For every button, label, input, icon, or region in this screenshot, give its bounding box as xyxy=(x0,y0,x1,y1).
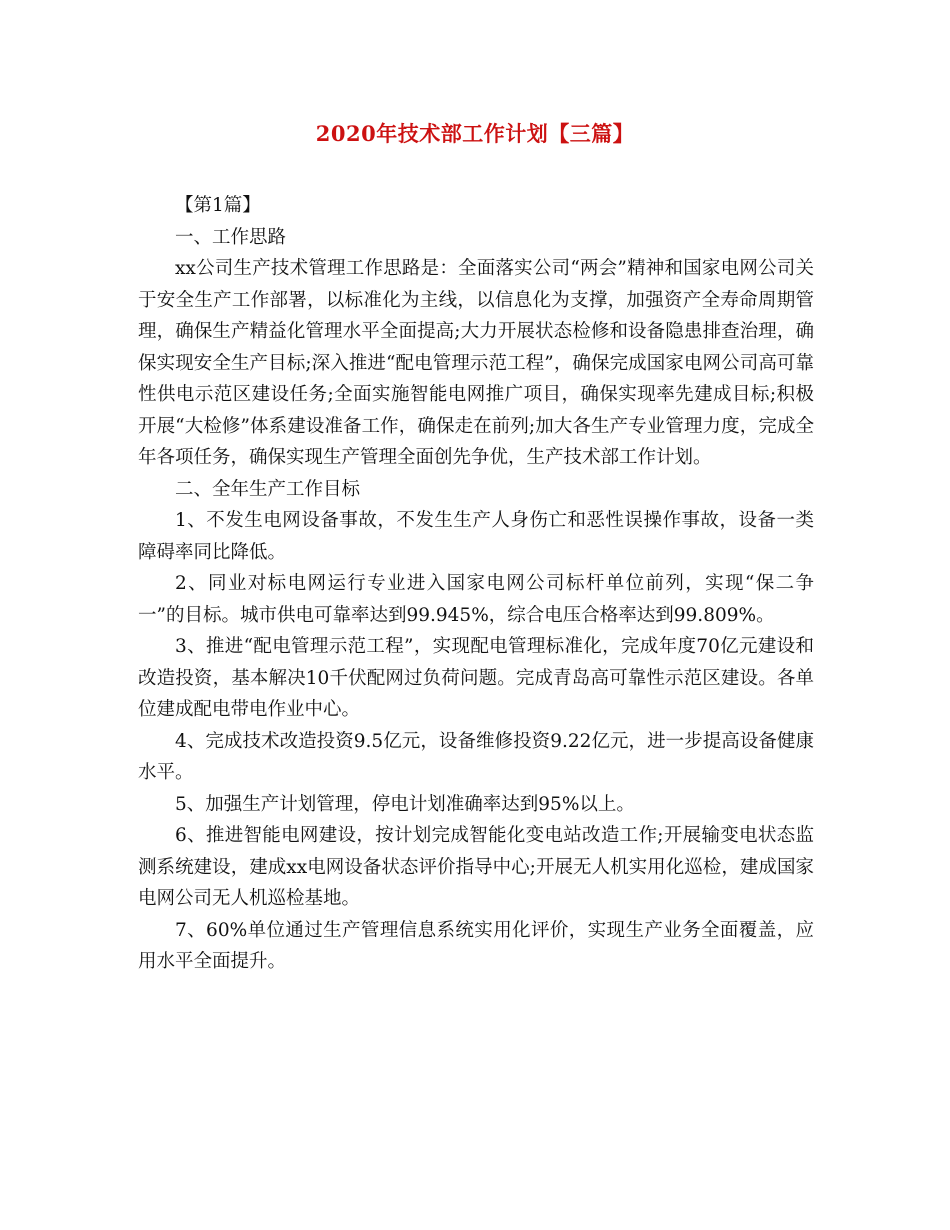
goal-item-3: 3、推进“配电管理示范工程”，实现配电管理标准化，完成年度70亿元建设和改造投资，基本解决10千伏配网过负荷问题。完成青岛高可靠性示范区建设。各单位建成配电带电作业中心。 xyxy=(138,636,814,720)
goal-item-5: 5、加强生产计划管理，停电计划准确率达到95%以上。 xyxy=(175,793,635,815)
document-body xyxy=(138,190,814,978)
section-heading-part-1: 【第1篇】 xyxy=(175,195,261,216)
section-heading-annual-goals: 二、全年生产工作目标 xyxy=(175,478,361,500)
paragraph-work-ideas: xx公司生产技术管理工作思路是：全面落实公司“两会”精神和国家电网公司关于安全生产工作部署，以标准化为主线，以信息化为支撑，加强资产全寿命周期管理，确保生产精益化管理水平全面提高;大力开展状态检修和设备隐患排查治理，确保实现安全生产目标;深入推进“配电管理示范工程”，确保完成国家电网公司高可靠性供电示范区建设任务;全面实施智能电网推广项目，确保实现率先建成目标;积极开展“大检修”体系建设准备工作，确保走在前列;加大各生产专业管理力度，完成全年各项任务，确保实现生产管理全面创先争优，生产技术部工作计划。 xyxy=(138,258,814,468)
goal-item-7: 7、60%单位通过生产管理信息系统实用化评价，实现生产业务全面覆盖，应用水平全面提升。 xyxy=(138,919,814,972)
goal-item-6: 6、推进智能电网建设，按计划完成智能化变电站改造工作;开展输变电状态监测系统建设，建成xx电网设备状态评价指导中心;开展无人机实用化巡检，建成国家电网公司无人机巡检基地。 xyxy=(138,825,814,909)
document-title: 2020年技术部工作计划【三篇】 xyxy=(315,121,635,146)
goal-item-2: 2、同业对标电网运行专业进入国家电网公司标杆单位前列，实现“保二争一”的目标。城市供电可靠率达到99.945%，综合电压合格率达到99.809%。 xyxy=(138,573,814,626)
goal-item-1: 1、不发生电网设备事故，不发生生产人身伤亡和恶性误操作事故，设备一类障碍率同比降低。 xyxy=(138,510,814,563)
section-heading-work-ideas: 一、工作思路 xyxy=(175,226,287,248)
goal-item-4: 4、完成技术改造投资9.5亿元，设备维修投资9.22亿元，进一步提高设备健康水平。 xyxy=(138,730,814,783)
